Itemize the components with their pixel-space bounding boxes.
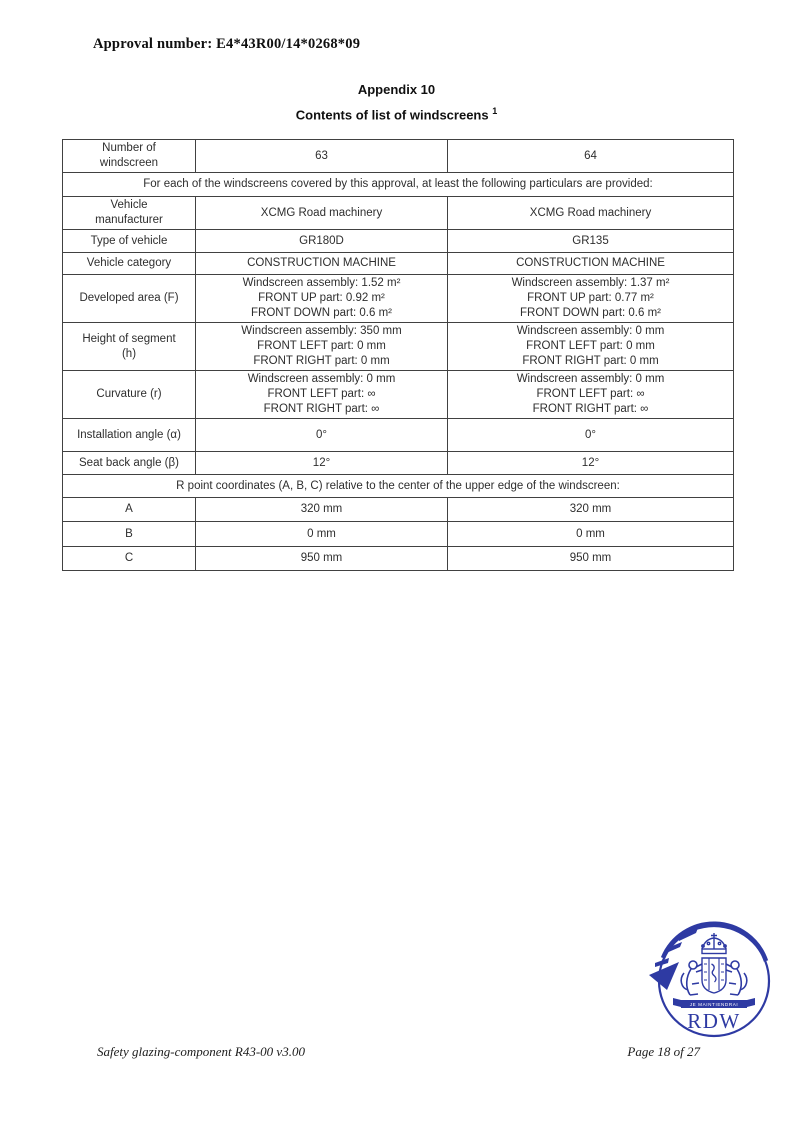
cell-type-64: GR135 [448, 230, 734, 253]
cell-installation-angle-64: 0° [448, 419, 734, 452]
line: FRONT LEFT part: ∞ [536, 388, 645, 400]
footer-page-number: Page 18 of 27 [627, 1044, 700, 1059]
row-height-of-segment [63, 323, 734, 371]
intro-text: For each of the windscreens covered by this approval, at least the following particulars are provided: [63, 173, 734, 197]
row-seat-back-angle [63, 452, 734, 475]
row-vehicle-category [63, 253, 734, 275]
lion-right-icon [726, 961, 747, 995]
cell-curvature-64 [448, 371, 734, 419]
row-label-curvature: Curvature (r) [63, 371, 196, 419]
logo-speed-dashes [649, 928, 698, 990]
cell-a-64: 320 mm [448, 498, 734, 522]
cell-seat-back-angle-63: 12° [196, 452, 448, 475]
label-text: Vehicle manufacturer [95, 199, 163, 226]
cell-seat-back-angle-64: 12° [448, 452, 734, 475]
row-label-type: Type of vehicle [63, 230, 196, 253]
row-label-number [63, 140, 196, 173]
cell-height-segment-64 [448, 323, 734, 371]
row-r-point-header [63, 475, 734, 498]
row-label-b: B [63, 522, 196, 547]
cell-curvature-63 [196, 371, 448, 419]
cell-manufacturer-63: XCMG Road machinery [196, 197, 448, 230]
line: Windscreen assembly: 0 mm [516, 325, 665, 337]
crown-icon [702, 933, 726, 954]
row-coordinate-c [63, 547, 734, 571]
footnote-ref: 1 [492, 106, 498, 116]
line: FRONT DOWN part: 0.6 m² [520, 307, 661, 319]
shield-icon [702, 958, 726, 993]
row-label-installation-angle [63, 419, 196, 452]
cell-number-63: 63 [196, 140, 448, 173]
row-curvature [63, 371, 734, 419]
cell-developed-area-64 [448, 275, 734, 323]
logo-triangle [649, 962, 679, 990]
rdw-wordmark: RDW [687, 1009, 741, 1033]
motto-text: JE MAINTIENDRAI [689, 1002, 739, 1007]
label-text: Installation angle (α) [77, 428, 181, 441]
line: FRONT UP part: 0.77 m² [527, 292, 654, 304]
line: FRONT RIGHT part: ∞ [263, 403, 380, 415]
row-intro [63, 173, 734, 197]
cell-number-64: 64 [448, 140, 734, 173]
contents-title [0, 106, 793, 122]
row-developed-area [63, 275, 734, 323]
cell-height-segment-63 [196, 323, 448, 371]
cell-b-64: 0 mm [448, 522, 734, 547]
cell-installation-angle-63: 0° [196, 419, 448, 452]
row-label-seat-back-angle: Seat back angle (β) [63, 452, 196, 475]
rdw-logo-icon [648, 920, 778, 1042]
appendix-title: Appendix 10 [357, 82, 436, 97]
windscreen-table [62, 139, 734, 571]
line: FRONT UP part: 0.92 m² [258, 292, 385, 304]
line: Windscreen assembly: 350 mm [241, 325, 402, 337]
r-point-header-text: R point coordinates (A, B, C) relative to the center of the upper edge of the windscreen: [63, 475, 734, 498]
line: Windscreen assembly: 1.52 m² [242, 277, 401, 289]
label-text: Number of windscreen [99, 142, 159, 169]
row-label-height-segment [63, 323, 196, 371]
line: FRONT LEFT part: 0 mm [526, 340, 655, 352]
line: FRONT LEFT part: ∞ [267, 388, 376, 400]
row-label-developed-area: Developed area (F) [63, 275, 196, 323]
cell-a-63: 320 mm [196, 498, 448, 522]
line: FRONT RIGHT part: 0 mm [253, 355, 390, 367]
row-coordinate-a [63, 498, 734, 522]
cell-developed-area-63 [196, 275, 448, 323]
row-label-category: Vehicle category [63, 253, 196, 275]
cell-b-63: 0 mm [196, 522, 448, 547]
line: FRONT DOWN part: 0.6 m² [251, 307, 392, 319]
line: Windscreen assembly: 0 mm [516, 373, 665, 385]
row-vehicle-manufacturer [63, 197, 734, 230]
line: Windscreen assembly: 1.37 m² [511, 277, 670, 289]
cell-category-63: CONSTRUCTION MACHINE [196, 253, 448, 275]
contents-title-text: Contents of list of windscreens [295, 107, 489, 123]
row-number-of-windscreen [63, 140, 734, 173]
row-label-c: C [63, 547, 196, 571]
row-label-manufacturer [63, 197, 196, 230]
row-type-of-vehicle [63, 230, 734, 253]
title-block [0, 82, 793, 122]
row-coordinate-b [63, 522, 734, 547]
footer-version: Safety glazing-component R43-00 v3.00 [97, 1044, 305, 1059]
motto-banner [673, 998, 755, 1008]
label-text: Height of segment (h) [82, 332, 176, 360]
rdw-logo [648, 920, 778, 1042]
cell-c-64: 950 mm [448, 547, 734, 571]
cell-category-64: CONSTRUCTION MACHINE [448, 253, 734, 275]
line: FRONT LEFT part: 0 mm [257, 340, 386, 352]
line: FRONT RIGHT part: ∞ [532, 403, 649, 415]
approval-number: Approval number: E4*43R00/14*0268*09 [93, 36, 361, 52]
row-label-a: A [63, 498, 196, 522]
row-installation-angle [63, 419, 734, 452]
lion-left-icon [681, 961, 702, 995]
cell-manufacturer-64: XCMG Road machinery [448, 197, 734, 230]
cell-c-63: 950 mm [196, 547, 448, 571]
line: Windscreen assembly: 0 mm [247, 373, 396, 385]
cell-type-63: GR180D [196, 230, 448, 253]
line: FRONT RIGHT part: 0 mm [522, 355, 659, 367]
